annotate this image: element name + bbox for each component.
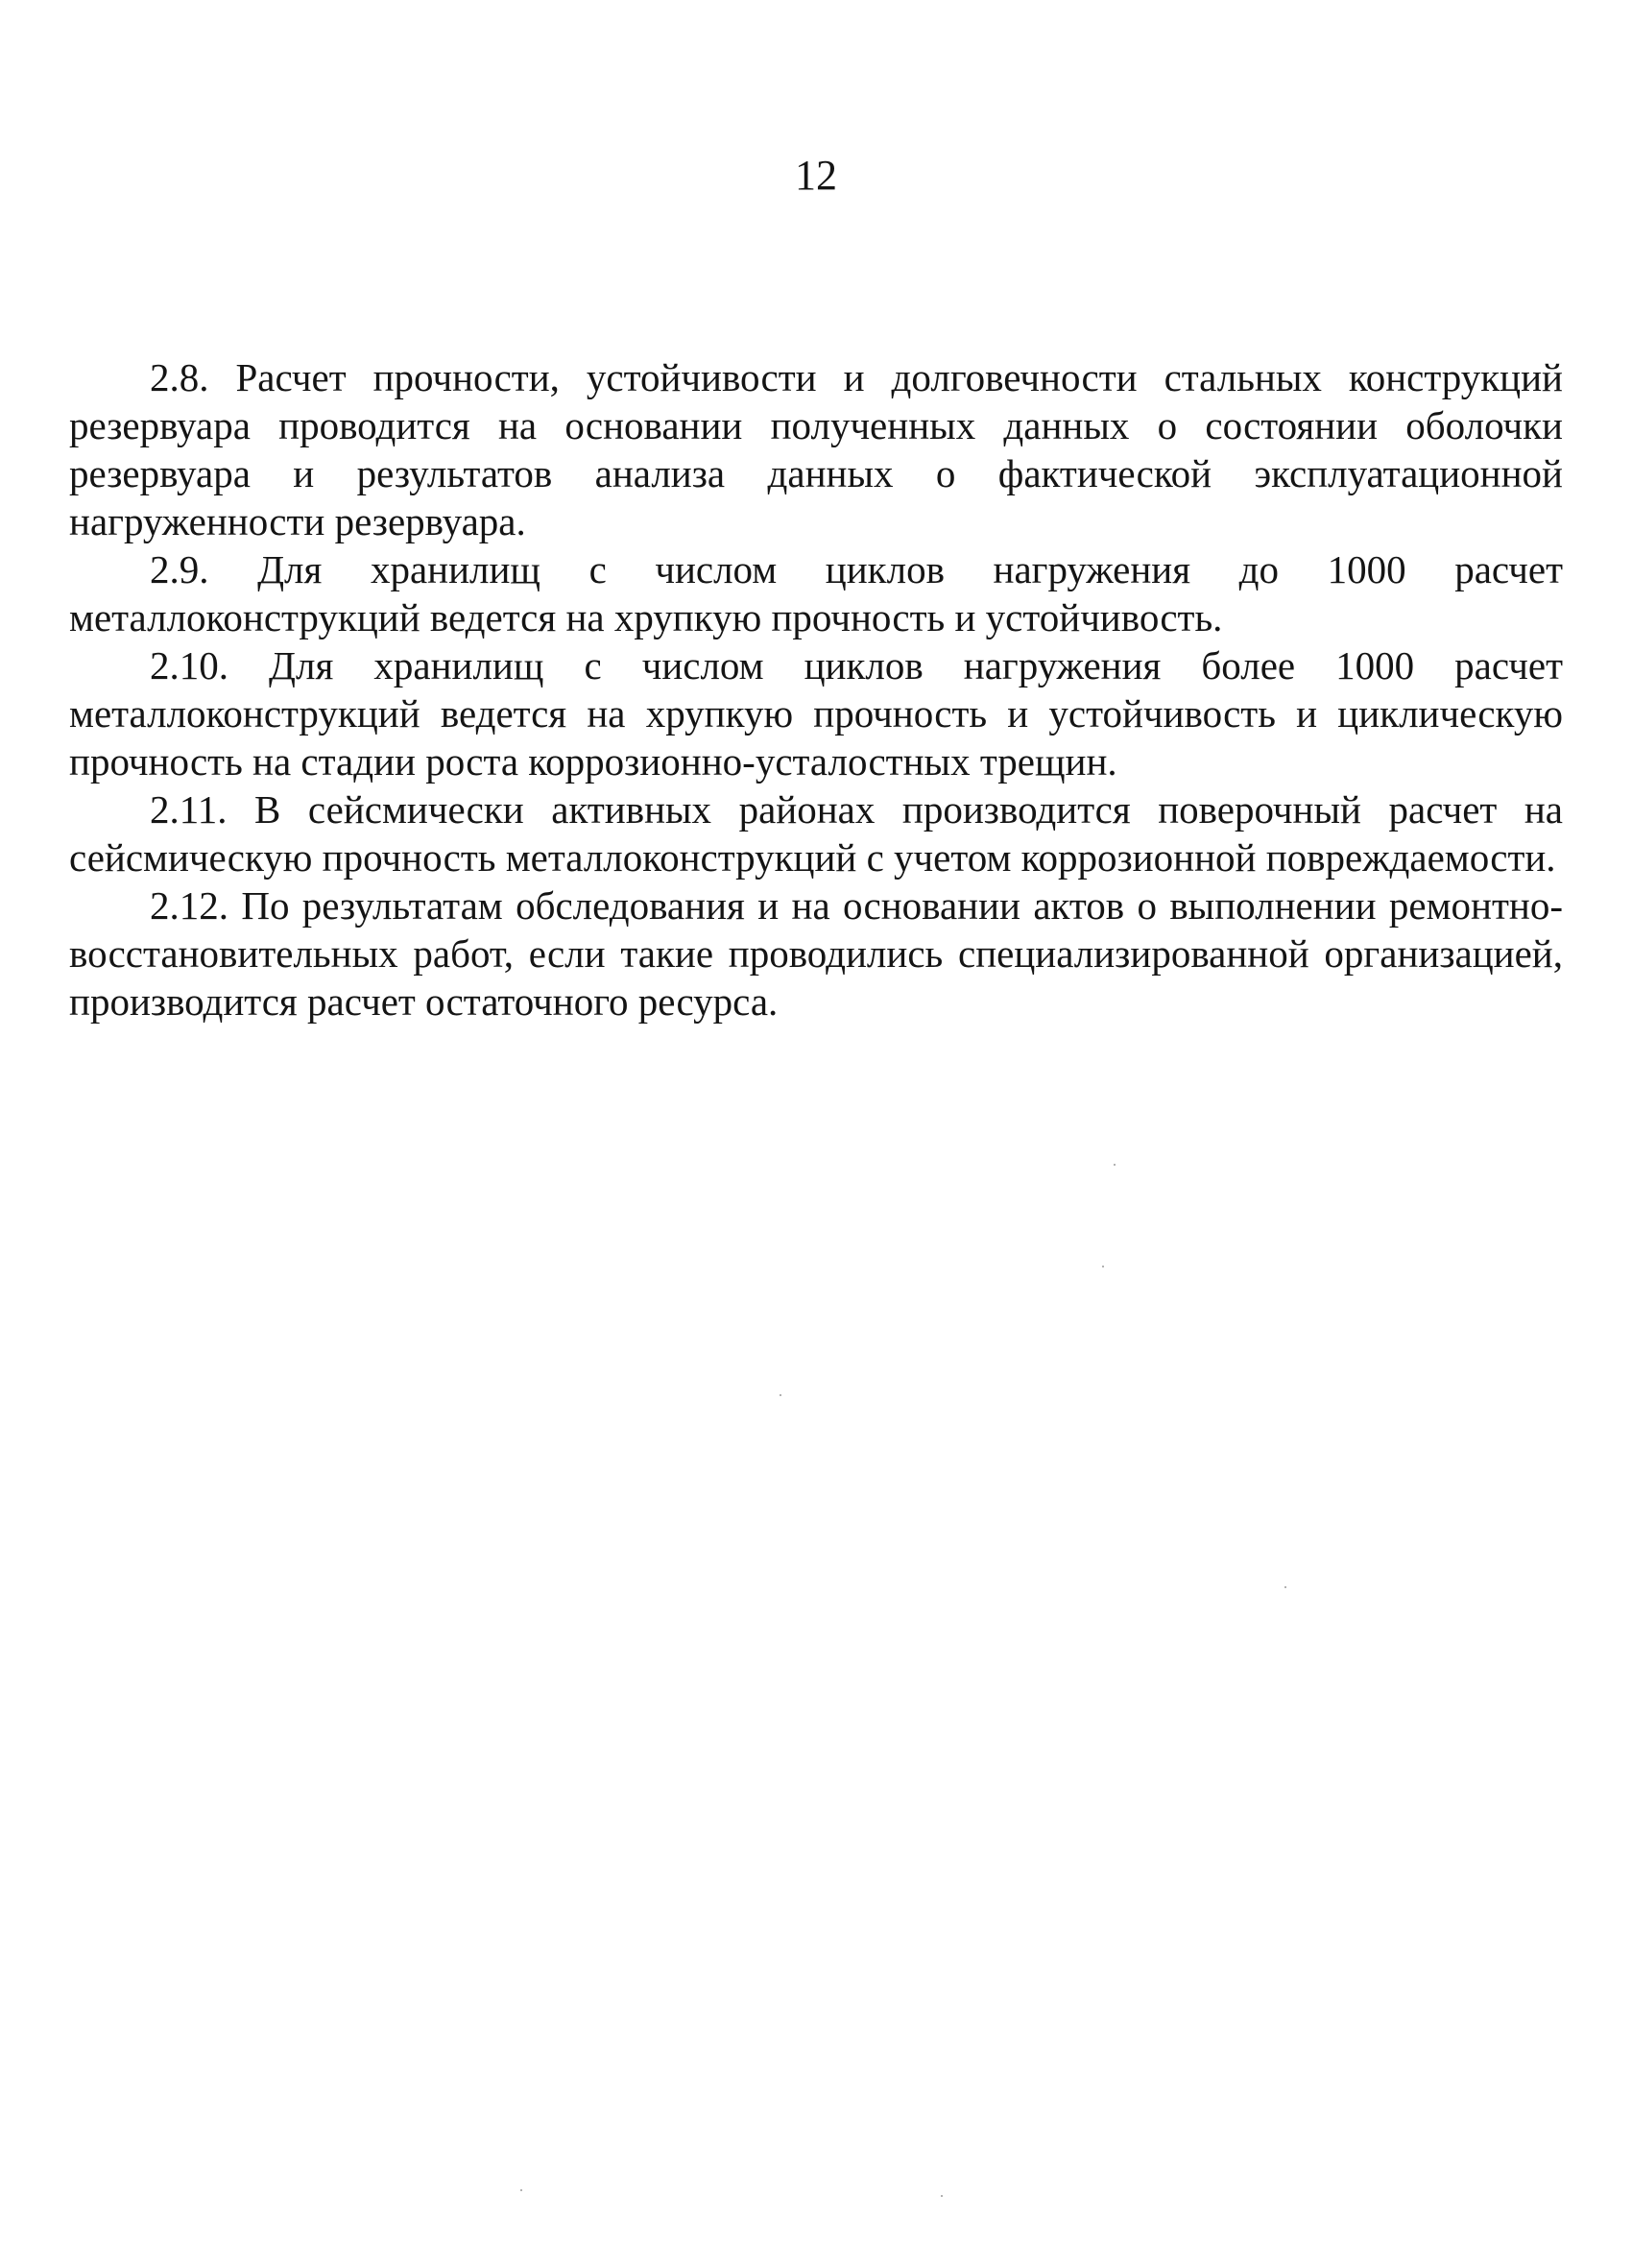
scan-speck [780, 1394, 781, 1396]
paragraph-2-10: 2.10. Для хранилищ с числом циклов нагружения более 1000 расчет металлоконструкций ведется на хрупкую прочность и устойчивость и циклическую прочность на стадии роста коррозионно-усталостных трещин. [69, 643, 1563, 784]
page-number: 12 [795, 152, 837, 199]
scan-speck [1102, 1266, 1104, 1267]
paragraph-2-12: 2.12. По результатам обследования и на основании актов о выполнении ремонтно-восстановительных работ, если такие проводились специализированной организацией, производится расчет остаточного ресурса. [69, 883, 1563, 1024]
paragraph-2-11: 2.11. В сейсмически активных районах производится поверочный расчет на сейсмическую прочность металлоконструкций с учетом коррозионной повреждаемости. [69, 787, 1563, 880]
document-body [69, 353, 1563, 1025]
scan-speck [1284, 1586, 1286, 1588]
scan-speck [1114, 1164, 1116, 1166]
scan-speck [941, 2195, 943, 2197]
scan-speck [520, 2189, 522, 2191]
paragraph-2-8: 2.8. Расчет прочности, устойчивости и долговечности стальных конструкций резервуара проводится на основании полученных данных о состоянии оболочки резервуара и результатов анализа данных о фактической эксплуатационной нагруженности резервуара. [69, 355, 1563, 543]
paragraph-2-9: 2.9. Для хранилищ с числом циклов нагружения до 1000 расчет металлоконструкций ведется на хрупкую прочность и устойчивость. [69, 547, 1563, 639]
